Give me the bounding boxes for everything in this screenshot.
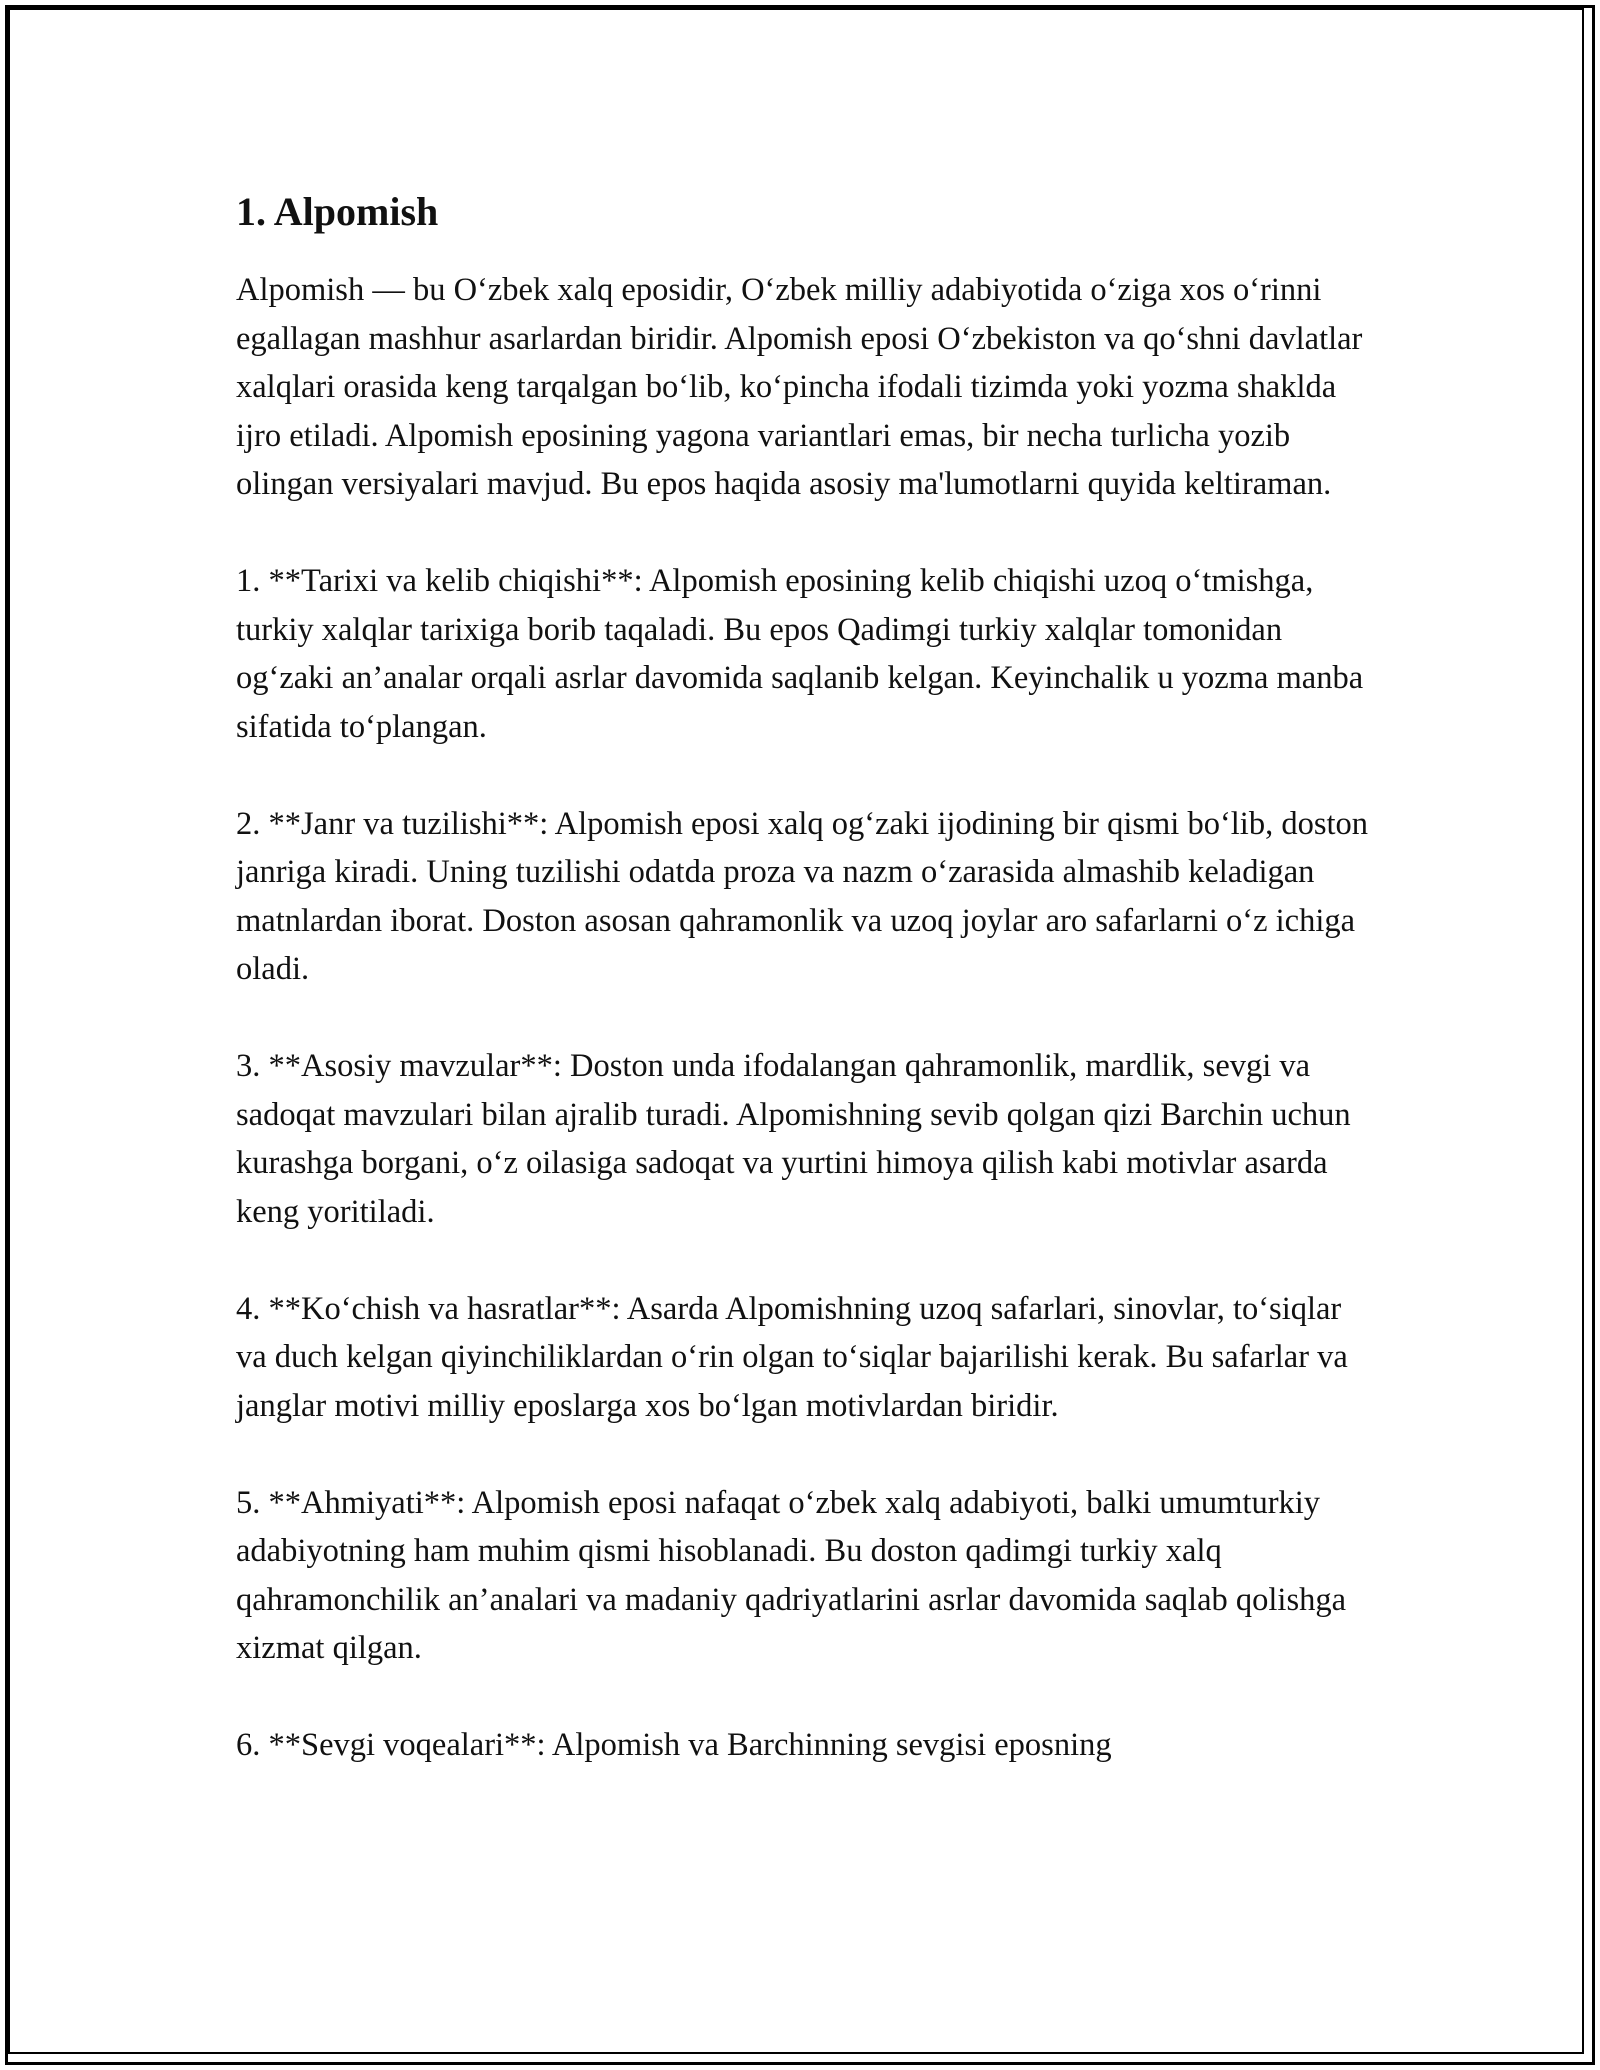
paragraph-significance: 5. **Ahmiyati**: Alpomish eposi nafaqat o‘zbek xalq adabiyoti, balki umumturkiy adabiyotning ham muhim qismi hisoblanadi. Bu doston qadimgi turkiy xalq qahramonchilik an’analari va madaniy qadriyatlarini asrlar davomida saqlab qolishga xizmat qilgan. <box>236 1484 1347 1666</box>
document-heading: 1. Alpomish <box>236 189 439 234</box>
paragraph-love-story: 6. **Sevgi voqealari**: Alpomish va Barchinning sevgisi eposning <box>236 1727 1112 1763</box>
paragraph-themes: 3. **Asosiy mavzular**: Doston unda ifodalangan qahramonlik, mardlik, sevgi va sadoqat mavzulari bilan ajralib turadi. Alpomishning sevib qolgan qizi Barchin uchun kurashga borgani, o‘z oilasiga sadoqat va yurtini himoya qilish kabi motivlar asarda keng yoritiladi. <box>236 1048 1351 1230</box>
paragraph-history: 1. **Tarixi va kelib chiqishi**: Alpomish eposining kelib chiqishi uzoq o‘tmishga, turkiy xalqlar tarixiga borib taqaladi. Bu epos Qadimgi turkiy xalqlar tomonidan og‘zaki an’analar orqali asrlar davomida saqlanib kelgan. Keyinchalik u yozma manba sifatida to‘plangan. <box>236 563 1364 745</box>
paragraph-journeys: 4. **Ko‘chish va hasratlar**: Asarda Alpomishning uzoq safarlari, sinovlar, to‘siqlar va duch kelgan qiyinchiliklardan o‘rin olgan to‘siqlar bajarilishi kerak. Bu safarlar va janglar motivi milliy eposlarga xos bo‘lgan motivlardan biridir. <box>236 1290 1348 1424</box>
intro-paragraph: Alpomish — bu O‘zbek xalq eposidir, O‘zbek milliy adabiyotida o‘ziga xos o‘rinni egallagan mashhur asarlardan biridir. Alpomish eposi O‘zbekiston va qo‘shni davlatlar xalqlari orasida keng tarqalgan bo‘lib, ko‘pincha ifodali tizimda yoki yozma shaklda ijro etiladi. Alpomish eposining yagona variantlari emas, bir necha turlicha yozib olingan versiyalari mavjud. Bu epos haqida asosiy ma'lumotlarni quyida keltiraman. <box>236 272 1363 502</box>
paragraph-genre: 2. **Janr va tuzilishi**: Alpomish eposi xalq og‘zaki ijodining bir qismi bo‘lib, doston janriga kiradi. Uning tuzilishi odatda proza va nazm o‘zarasida almashib keladigan matnlardan iborat. Doston asosan qahramonlik va uzoq joylar aro safarlarni o‘z ichiga oladi. <box>236 805 1369 987</box>
document-body <box>236 188 1376 1818</box>
